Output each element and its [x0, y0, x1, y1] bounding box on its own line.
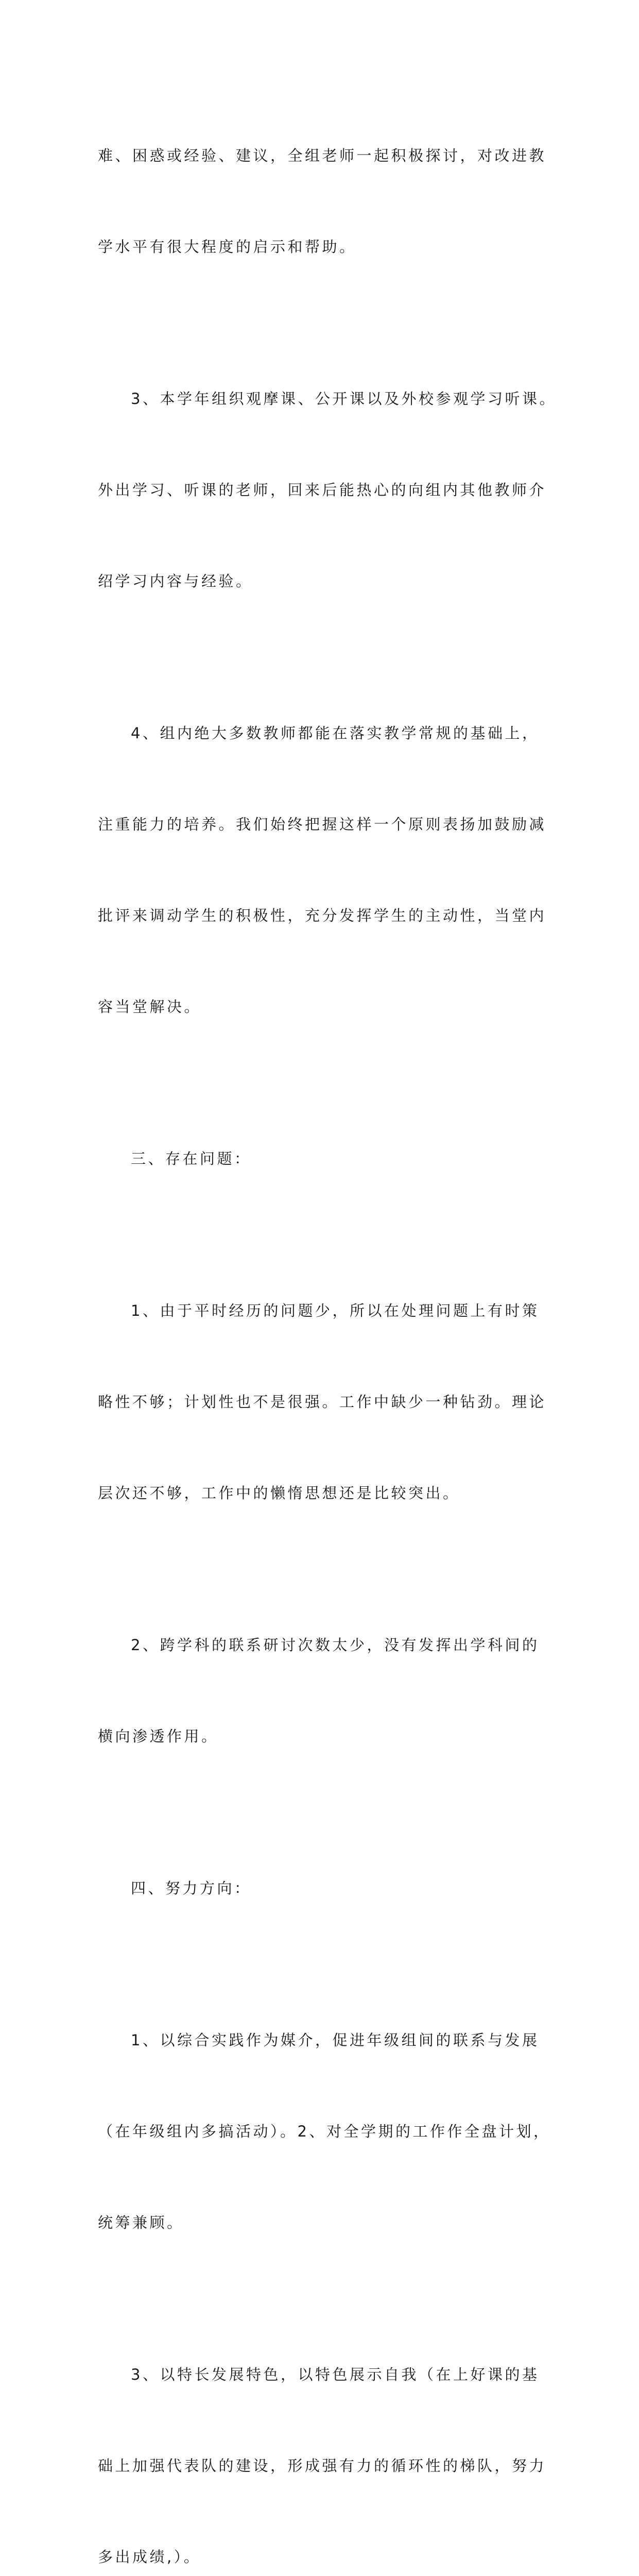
paragraph — [98, 1964, 551, 2299]
text-line: 统筹兼顾。 — [98, 2214, 184, 2231]
text-line: 2、跨学科的联系研讨次数太少，没有发挥出学科间的 — [131, 1636, 540, 1654]
paragraph — [98, 657, 551, 1083]
section-heading — [98, 1083, 551, 1235]
paragraph — [98, 323, 557, 657]
text-line: 绍学习内容与经验。 — [98, 572, 253, 590]
text-line: 础上加强代表队的建设，形成强有力的循环性的梯队，努力 — [98, 2457, 547, 2475]
text-line: 难、困惑或经验、建议，全组老师一起积极探讨，对改进教 — [98, 147, 547, 164]
text-line: 注重能力的培养。我们始终把握这样一个原则表扬加鼓励减 — [98, 816, 547, 833]
paragraph — [98, 1235, 551, 1569]
text-line: （在年级组内多搞活动）。2、对全学期的工作作全盘计划， — [98, 2123, 551, 2140]
text-line: 四、努力方向： — [131, 1879, 252, 1897]
text-line: 4、组内绝大多数教师都能在落实教学常规的基础上， — [131, 724, 540, 742]
text-line: 学水平有很大程度的启示和帮助。 — [98, 238, 357, 256]
section-heading — [98, 1812, 551, 1964]
text-line: 层次还不够，工作中的懒惰思想还是比较突出。 — [98, 1484, 460, 1502]
text-line: 1、以综合实践作为媒介，促进年级组间的联系与发展 — [131, 2031, 540, 2049]
text-line: 3、本学年组织观摩课、公开课以及外校参观学习听课。 — [131, 390, 557, 408]
text-line: 横向渗透作用。 — [98, 1727, 219, 1745]
paragraph — [98, 2299, 551, 2576]
text-line: 外出学习、听课的老师，回来后能热心的向组内其他教师介 — [98, 481, 547, 499]
text-line: 3、以特长发展特色，以特色展示自我（在上好课的基 — [131, 2366, 540, 2383]
text-line: 略性不够；计划性也不是很强。工作中缺少一种钻劲。理论 — [98, 1393, 547, 1411]
text-line: 多出成绩,）。 — [98, 2548, 201, 2566]
text-line: 1、由于平时经历的问题少，所以在处理问题上有时策 — [131, 1302, 540, 1319]
paragraph — [98, 1569, 551, 1812]
text-line: 批评来调动学生的积极性，充分发挥学生的主动性，当堂内 — [98, 907, 547, 924]
document-body — [98, 80, 557, 2576]
text-line: 容当堂解决。 — [98, 998, 202, 1015]
paragraph — [98, 80, 551, 323]
text-line: 三、存在问题： — [131, 1150, 252, 1167]
